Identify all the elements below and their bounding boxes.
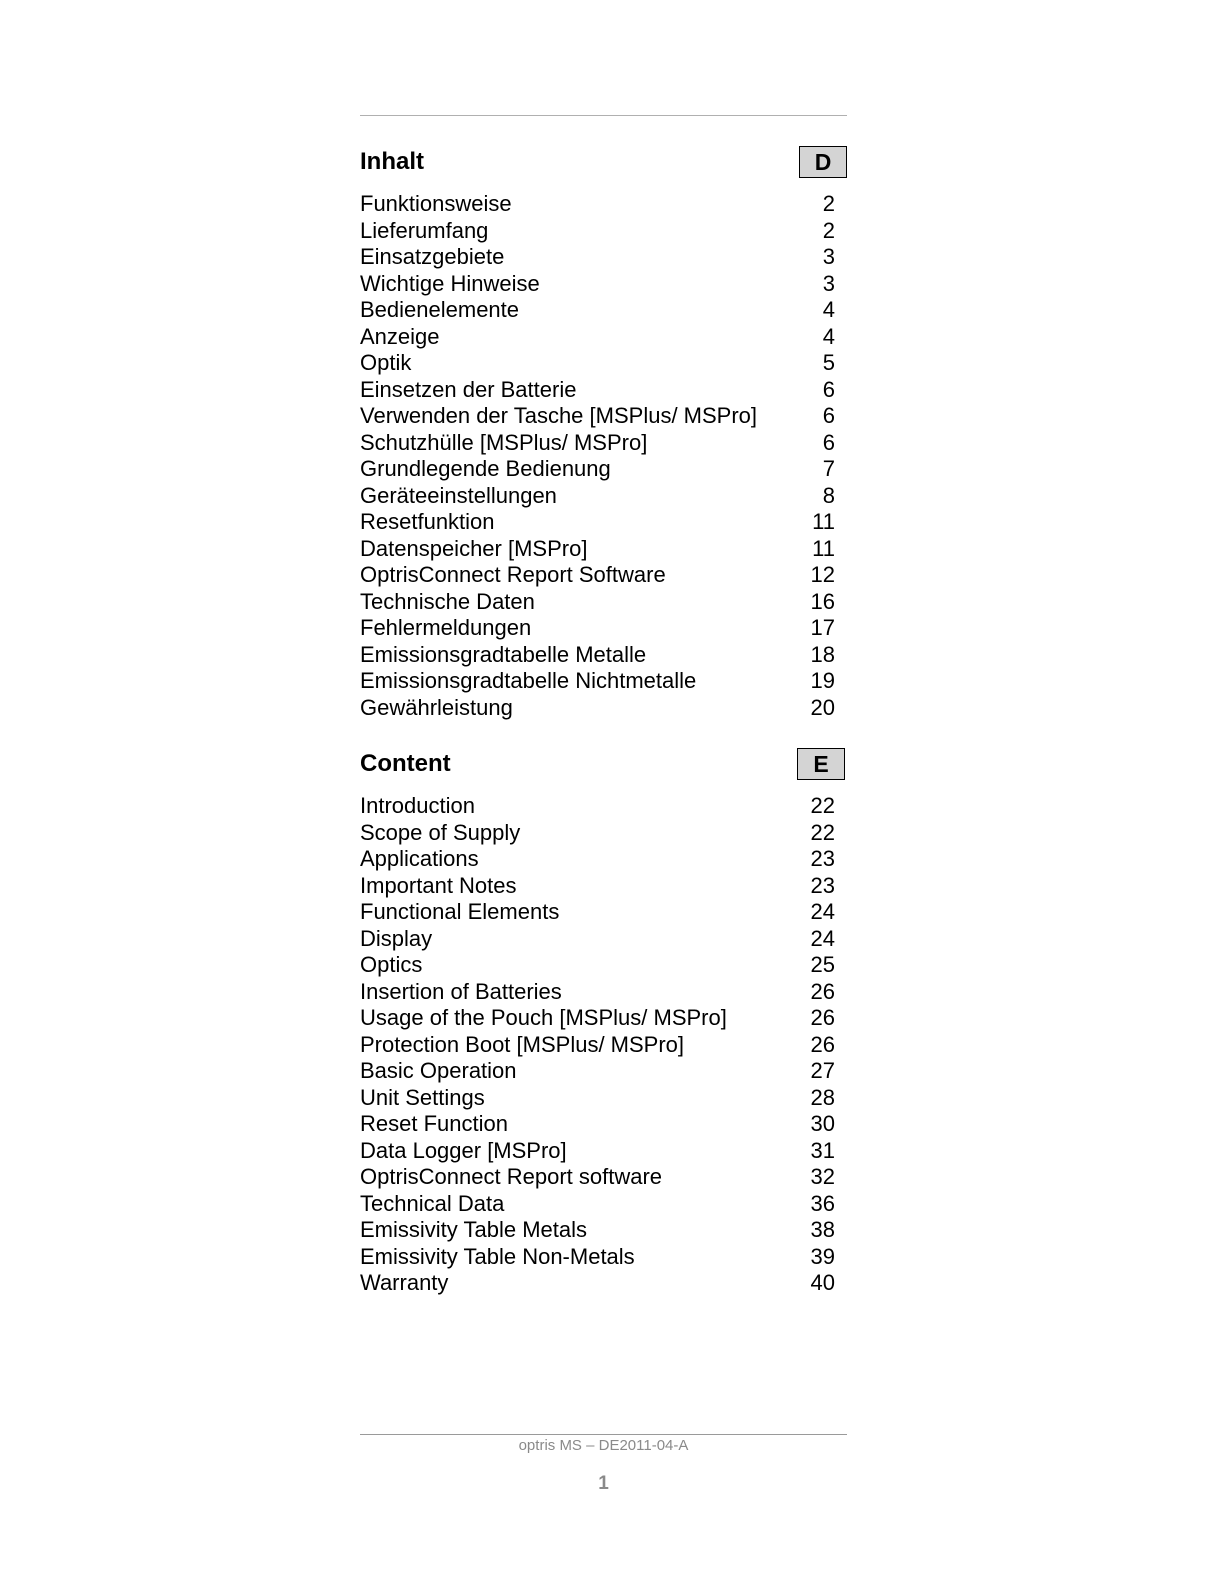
toc-entry-label: Applications (360, 846, 479, 871)
toc-entry-label: Emissionsgradtabelle Nichtmetalle (360, 668, 697, 693)
language-badge-german: D (799, 146, 847, 178)
toc-entry-page: 23 (810, 872, 835, 898)
toc-entry-page: 16 (810, 588, 835, 614)
toc-entry (360, 536, 847, 563)
toc-entry-label: Basic Operation (360, 1058, 517, 1083)
toc-section-english (360, 747, 847, 1297)
toc-entry-label: Optik (360, 350, 412, 375)
toc-entry-page: 26 (810, 1031, 835, 1057)
toc-entry (360, 562, 847, 589)
toc-entry-page: 26 (810, 978, 835, 1004)
toc-entry-page: 11 (812, 535, 835, 561)
toc-entry (360, 403, 847, 430)
toc-entry-page: 25 (810, 952, 835, 977)
toc-entry (360, 846, 847, 873)
toc-entry-page: 27 (810, 1058, 835, 1083)
toc-entry (360, 1032, 847, 1059)
toc-entry (360, 218, 847, 245)
toc-entry-page: 3 (822, 244, 835, 269)
toc-title-english: Content (360, 750, 451, 777)
toc-entry-page: 38 (810, 1217, 835, 1242)
toc-list-german (360, 191, 847, 721)
toc-entry-page: 26 (810, 1005, 835, 1030)
toc-entry-page: 6 (822, 429, 835, 455)
toc-entry-page: 19 (810, 668, 835, 693)
toc-entry (360, 1005, 847, 1032)
header-rule (360, 115, 847, 116)
toc-entry (360, 1217, 847, 1244)
toc-entry (360, 1270, 847, 1297)
toc-entry-page: 3 (822, 270, 835, 296)
toc-entry (360, 1058, 847, 1085)
toc-entry (360, 350, 847, 377)
toc-entry (360, 1191, 847, 1218)
toc-entry-label: Data Logger [MSPro] (360, 1137, 567, 1163)
page-number: 1 (598, 1473, 609, 1494)
toc-entry-page: 22 (810, 819, 835, 845)
toc-entry-page: 31 (810, 1137, 835, 1163)
toc-entry (360, 1085, 847, 1112)
toc-entry (360, 642, 847, 669)
toc-title-german: Inhalt (360, 148, 424, 175)
toc-entry-page: 18 (810, 641, 835, 667)
toc-entry (360, 873, 847, 900)
toc-entry-label: Functional Elements (360, 899, 560, 924)
toc-entry (360, 952, 847, 979)
toc-entry-page: 7 (822, 456, 835, 481)
toc-entry-label: Funktionsweise (360, 191, 512, 216)
toc-entry-label: Emissivity Table Metals (360, 1217, 587, 1242)
toc-entry (360, 820, 847, 847)
toc-entry-label: Emissionsgradtabelle Metalle (360, 641, 647, 667)
toc-entry (360, 1164, 847, 1191)
footer-rule (360, 1434, 847, 1435)
toc-entry-label: Schutzhülle [MSPlus/ MSPro] (360, 429, 648, 455)
toc-header-english (360, 747, 847, 781)
toc-entry-page: 40 (810, 1270, 835, 1295)
toc-entry (360, 793, 847, 820)
toc-entry-page: 6 (822, 403, 835, 428)
toc-entry (360, 377, 847, 404)
toc-entry-label: Resetfunktion (360, 509, 495, 534)
toc-entry-label: Unit Settings (360, 1084, 485, 1110)
toc-entry-label: Wichtige Hinweise (360, 270, 540, 296)
toc-entry (360, 899, 847, 926)
toc-entry-label: Scope of Supply (360, 819, 521, 845)
toc-entry-label: Insertion of Batteries (360, 978, 562, 1004)
toc-entry (360, 430, 847, 457)
toc-entry-page: 24 (810, 899, 835, 924)
toc-entry-label: Emissivity Table Non-Metals (360, 1243, 635, 1269)
toc-entry (360, 695, 847, 722)
toc-entry-page: 8 (822, 482, 835, 508)
toc-entry-label: Bedienelemente (360, 297, 520, 322)
toc-entry (360, 1111, 847, 1138)
toc-entry (360, 509, 847, 536)
toc-entry-label: Grundlegende Bedienung (360, 456, 611, 481)
toc-entry-page: 24 (810, 925, 835, 951)
toc-entry-page: 4 (822, 323, 835, 349)
toc-entry-label: OptrisConnect Report Software (360, 562, 666, 587)
toc-entry-label: Verwenden der Tasche [MSPlus/ MSPro] (360, 403, 758, 428)
toc-entry-page: 23 (810, 846, 835, 871)
toc-entry-label: Einsatzgebiete (360, 244, 505, 269)
toc-entry-label: Technical Data (360, 1190, 505, 1216)
toc-entry-page: 32 (810, 1164, 835, 1189)
toc-entry-label: Gewährleistung (360, 694, 513, 720)
toc-entry-page: 2 (822, 191, 835, 216)
toc-entry-label: Usage of the Pouch [MSPlus/ MSPro] (360, 1005, 727, 1030)
toc-entry-label: Technische Daten (360, 588, 535, 614)
toc-entry-page: 4 (822, 297, 835, 322)
toc-entry (360, 483, 847, 510)
toc-entry-page: 30 (810, 1111, 835, 1136)
toc-entry (360, 456, 847, 483)
toc-entry-label: Protection Boot [MSPlus/ MSPro] (360, 1031, 685, 1057)
toc-entry-page: 2 (822, 217, 835, 243)
toc-entry (360, 244, 847, 271)
footer-document-id: optris MS – DE2011-04-A (518, 1437, 689, 1454)
toc-entry-label: Display (360, 925, 433, 951)
toc-entry-page: 12 (810, 562, 835, 587)
toc-entry (360, 191, 847, 218)
toc-header-german (360, 145, 847, 179)
toc-entry-page: 22 (810, 793, 835, 818)
toc-entry-page: 6 (822, 376, 835, 402)
toc-entry-label: Important Notes (360, 872, 517, 898)
toc-entry-page: 20 (810, 694, 835, 720)
toc-entry-label: Datenspeicher [MSPro] (360, 535, 588, 561)
toc-entry-label: Lieferumfang (360, 217, 489, 243)
toc-entry-page: 36 (810, 1190, 835, 1216)
toc-entry (360, 589, 847, 616)
toc-section-german (360, 145, 847, 721)
toc-entry (360, 668, 847, 695)
toc-entry (360, 1138, 847, 1165)
toc-entry-page: 11 (812, 509, 835, 534)
toc-entry-label: Warranty (360, 1270, 449, 1295)
toc-entry-page: 17 (810, 615, 835, 640)
toc-entry (360, 926, 847, 953)
toc-entry-label: OptrisConnect Report software (360, 1164, 663, 1189)
toc-entry-label: Introduction (360, 793, 475, 818)
toc-entry-page: 5 (822, 350, 835, 375)
toc-entry-label: Optics (360, 952, 423, 977)
toc-entry (360, 324, 847, 351)
toc-entry (360, 271, 847, 298)
toc-entry-page: 28 (810, 1084, 835, 1110)
toc-entry-page: 39 (810, 1243, 835, 1269)
toc-entry (360, 615, 847, 642)
toc-entry-label: Geräteeinstellungen (360, 482, 557, 508)
toc-entry (360, 297, 847, 324)
toc-entry-label: Anzeige (360, 323, 440, 349)
toc-entry (360, 1244, 847, 1271)
language-badge-english: E (797, 748, 845, 780)
toc-entry-label: Reset Function (360, 1111, 508, 1136)
toc-entry (360, 979, 847, 1006)
toc-list-english (360, 793, 847, 1297)
toc-entry-label: Fehlermeldungen (360, 615, 532, 640)
toc-entry-label: Einsetzen der Batterie (360, 376, 577, 402)
